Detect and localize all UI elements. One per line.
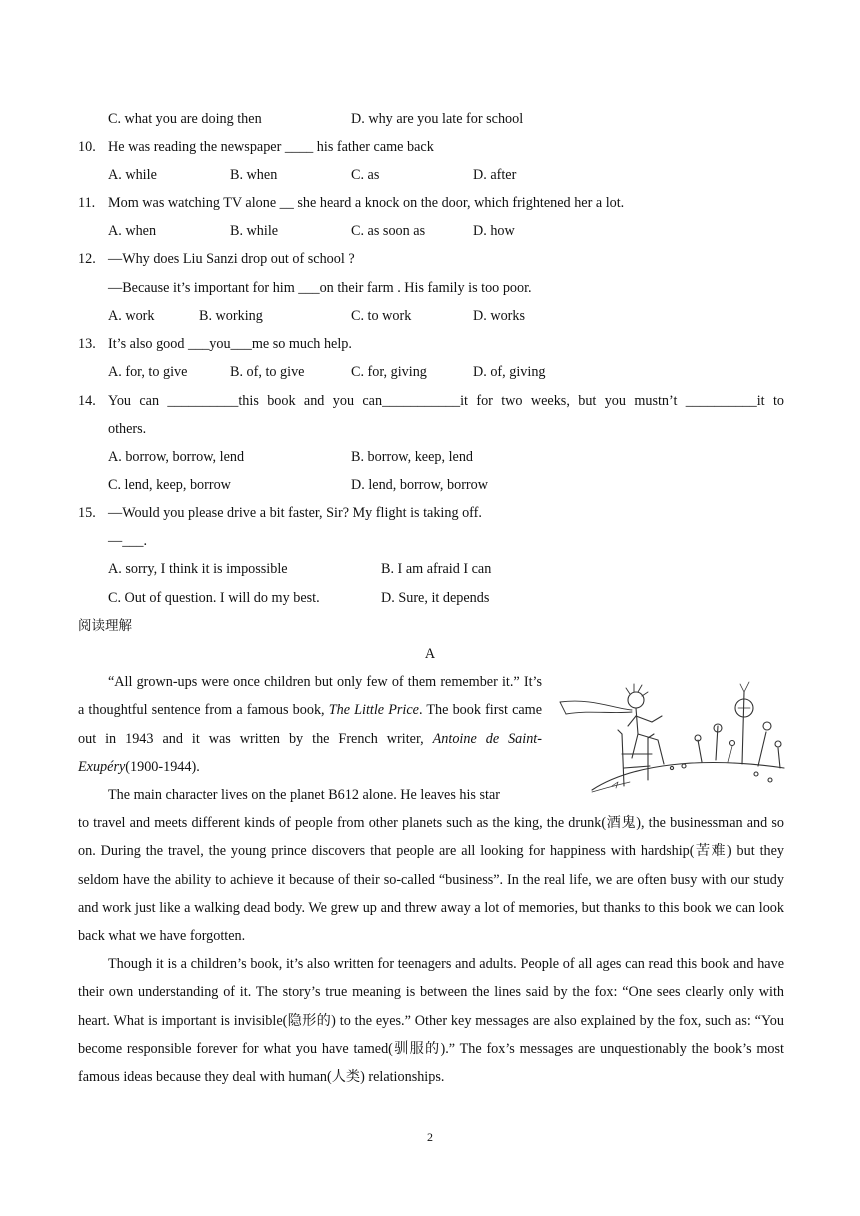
q12-number: 12. — [78, 251, 96, 267]
q14-stem-line2: others. — [108, 421, 147, 437]
q11-option-c: C. as soon as — [351, 223, 426, 239]
passage-paragraph-3 — [78, 950, 784, 1091]
q11-stem: Mom was watching TV alone __ she heard a knock on the door, which frightened her a lot. — [108, 195, 625, 211]
q12-option-d: D. works — [473, 308, 526, 324]
q11-option-a: A. when — [108, 223, 157, 239]
little-prince-illustration — [552, 668, 788, 796]
q15-stem: —Would you please drive a bit faster, Sir? My flight is taking off. — [108, 505, 482, 521]
q13-option-d: D. of, giving — [473, 364, 546, 380]
q15-number: 15. — [78, 505, 96, 521]
passage-paragraph-2-start — [78, 781, 542, 809]
q11-number: 11. — [78, 195, 96, 211]
q12-option-c: C. to work — [351, 308, 412, 324]
q14-option-c: C. lend, keep, borrow — [108, 477, 231, 493]
q12-option-a: A. work — [108, 308, 155, 324]
p1-text-2: . The book first came out in 1943 and it was written by the French writer, — [78, 702, 542, 747]
q12-stem: —Why does Liu Sanzi drop out of school ? — [108, 251, 355, 267]
q11-option-b: B. while — [230, 223, 279, 239]
q12-stem-line2: —Because it’s important for him ___on their farm . His family is too poor. — [108, 280, 532, 296]
q15-option-b: B. I am afraid I can — [381, 561, 492, 577]
q15-stem-line2: —___. — [108, 533, 148, 549]
q11-option-d: D. how — [473, 223, 515, 239]
q13-option-a: A. for, to give — [108, 364, 188, 380]
q13-option-b: B. of, to give — [230, 364, 305, 380]
q10-stem: He was reading the newspaper ____ his father came back — [108, 139, 434, 155]
q14-option-a: A. borrow, borrow, lend — [108, 449, 245, 465]
p2-text-top: The main character lives on the planet B612 alone. He leaves his star — [108, 787, 500, 803]
p1-text-3: (1900-1944). — [125, 758, 200, 775]
q13-option-c: C. for, giving — [351, 364, 427, 380]
q9-option-c: C. what you are doing then — [108, 111, 262, 127]
p3-text: Though it is a children’s book, it’s also written for teenagers and adults. People of all ages can read this book and have their own understanding of it. The story’s true meaning is between the lines said by the fox: “One sees clearly only with heart. What is important is invisible(隐形的) to the eyes.” Other key messages are also explained by the fox, such as: “You become responsible forever for what you have tamed(驯服的).” The fox’s messages are unquestionably the book’s most famous ideas because they deal with human(人类) relationships. — [78, 956, 784, 1086]
q15-option-c: C. Out of question. I will do my best. — [108, 590, 320, 606]
q14-number: 14. — [78, 393, 96, 409]
q14-stem: You can __________this book and you can___________it for two weeks, but you mustn’t __________it to — [108, 393, 784, 409]
q12-option-b: B. working — [199, 308, 263, 324]
q13-number: 13. — [78, 336, 96, 352]
q14-option-b: B. borrow, keep, lend — [351, 449, 474, 465]
section-title: 阅读理解 — [78, 618, 132, 634]
book-title: The Little Price — [328, 702, 419, 719]
q15-option-a: A. sorry, I think it is impossible — [108, 561, 288, 577]
q15-option-d: D. Sure, it depends — [381, 590, 490, 606]
page-number: 2 — [427, 1130, 433, 1144]
p1-text-1: “All grown-ups were once children but only few of them remember it.” It’s a thoughtful sentence from a famous book, — [78, 674, 542, 719]
q10-option-b: B. when — [230, 167, 278, 183]
author-name: Antoine de Saint-Exupéry — [78, 730, 542, 775]
q9-option-d: D. why are you late for school — [351, 111, 524, 127]
q10-option-c: C. as — [351, 167, 380, 183]
passage-label: A — [424, 646, 436, 662]
q10-option-d: D. after — [473, 167, 517, 183]
passage-paragraph-2: to travel and meets different kinds of people from other planets such as the king, the drunk(酒鬼), the businessman and so on. During the travel, the young prince discovers that people are all looking for happiness with hardship(苦难) but they seldom have the ability to achieve it because of their so-called “business”. In the real life, we are often busy with our study and work just like a walking dead body. We grew up and threw away a lot of memories, but thanks to this book we can look back what we have forgotten. — [78, 815, 784, 945]
q10-number: 10. — [78, 139, 96, 155]
q10-option-a: A. while — [108, 167, 157, 183]
passage-paragraph-1 — [78, 668, 542, 781]
q13-stem: It’s also good ___you___me so much help. — [108, 336, 352, 352]
q14-option-d: D. lend, borrow, borrow — [351, 477, 488, 493]
